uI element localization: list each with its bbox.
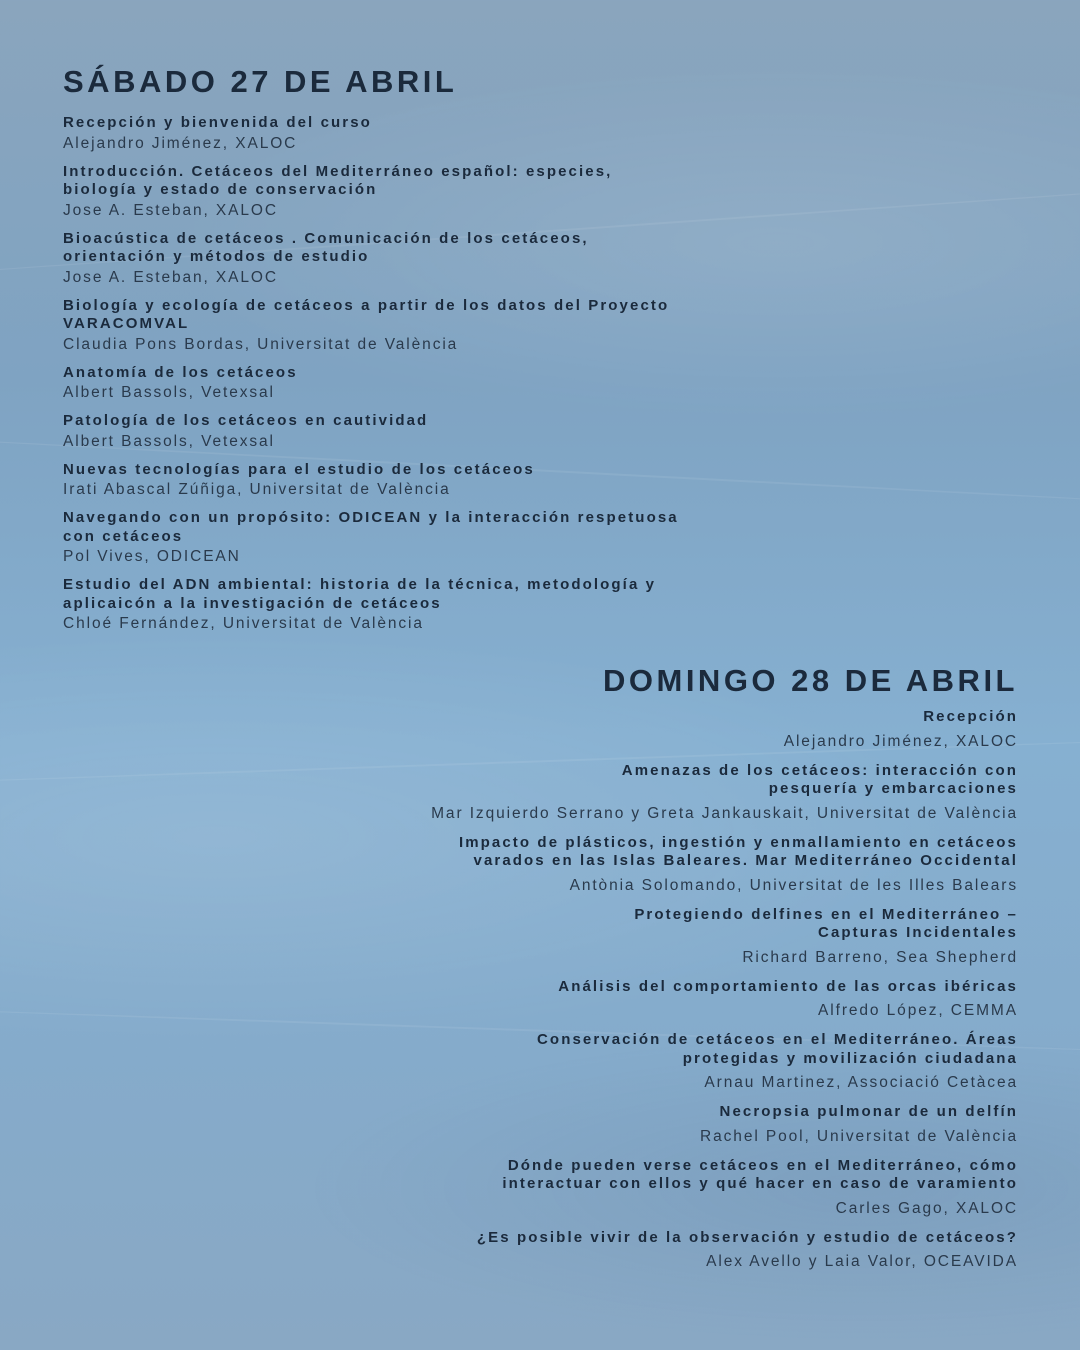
talk-speaker: Antònia Solomando, Universitat de les Illes Balears — [569, 876, 1018, 894]
talk-title: ¿Es posible vivir de la observación y estudio de cetáceos? — [476, 1228, 1018, 1246]
saturday-talk — [63, 509, 683, 567]
talk-speaker: Jose A. Esteban, XALOC — [63, 268, 278, 286]
talk-title: Introducción. Cetáceos del Mediterráneo español: especies, biología y estado de conservación — [63, 162, 613, 198]
sunday-talk — [338, 1103, 1018, 1147]
sunday-talk — [338, 762, 1018, 824]
talk-title: Bioacústica de cetáceos . Comunicación de los cetáceos, orientación y métodos de estudio — [63, 229, 589, 265]
talk-speaker: Albert Bassols, Vetexsal — [63, 384, 275, 401]
saturday-talk — [63, 461, 683, 501]
sunday-talk — [338, 906, 1018, 968]
talk-title: Análisis del comportamiento de las orcas ibéricas — [558, 977, 1018, 995]
talk-title: Impacto de plásticos, ingestión y enmallamiento en cetáceos varados en las Islas Baleares. Mar Mediterráneo Occidental — [458, 833, 1018, 869]
sunday-talk — [338, 834, 1018, 896]
sunday-talk — [338, 978, 1018, 1022]
talk-title: Conservación de cetáceos en el Mediterráneo. Áreas protegidas y movilización ciudadana — [537, 1031, 1018, 1067]
talk-title: Anatomía de los cetáceos — [63, 363, 298, 381]
talk-speaker: Richard Barreno, Sea Shepherd — [742, 948, 1018, 966]
saturday-heading: SÁBADO 27 DE ABRIL — [63, 64, 458, 99]
talk-speaker: Mar Izquierdo Serrano y Greta Jankauskait, Universitat de València — [431, 804, 1018, 822]
saturday-talk — [63, 297, 683, 355]
talk-speaker: Jose A. Esteban, XALOC — [63, 201, 278, 219]
saturday-talk — [63, 364, 683, 404]
talk-speaker: Albert Bassols, Vetexsal — [63, 432, 275, 450]
talk-title: Amenazas de los cetáceos: interacción con pesquería y embarcaciones — [621, 761, 1018, 797]
talk-title: Biología y ecología de cetáceos a partir de los datos del Proyecto VARACOMVAL — [63, 296, 670, 332]
saturday-talk — [63, 576, 683, 634]
talk-speaker: Arnau Martinez, Associació Cetàcea — [704, 1074, 1018, 1091]
talk-title: Protegiendo delfines en el Mediterráneo – Capturas Incidentales — [634, 905, 1018, 941]
talk-speaker: Claudia Pons Bordas, Universitat de València — [63, 335, 459, 353]
sunday-heading: DOMINGO 28 DE ABRIL — [603, 663, 1018, 698]
talk-title: Nuevas tecnologías para el estudio de los cetáceos — [63, 460, 535, 478]
saturday-talk — [63, 230, 683, 288]
talk-speaker: Chloé Fernández, Universitat de València — [63, 615, 424, 632]
talk-speaker: Alejandro Jiménez, XALOC — [63, 134, 298, 152]
talk-speaker: Pol Vives, ODICEAN — [63, 548, 241, 565]
talk-title: Recepción — [923, 708, 1018, 725]
talk-title: Navegando con un propósito: ODICEAN y la interacción respetuosa con cetáceos — [63, 509, 679, 545]
saturday-schedule — [63, 64, 683, 643]
saturday-talk — [63, 412, 683, 452]
talk-title: Recepción y bienvenida del curso — [63, 114, 372, 131]
talk-title: Patología de los cetáceos en cautividad — [63, 412, 429, 429]
talk-speaker: Alex Avello y Laia Valor, OCEAVIDA — [706, 1253, 1018, 1270]
sunday-schedule — [338, 663, 1018, 1282]
sunday-talk — [338, 1157, 1018, 1219]
talk-title: Necropsia pulmonar de un delfín — [719, 1103, 1018, 1120]
sunday-talk — [338, 708, 1018, 752]
talk-speaker: Rachel Pool, Universitat de València — [700, 1127, 1018, 1145]
saturday-talk — [63, 114, 683, 154]
talk-speaker: Irati Abascal Zúñiga, Universitat de València — [63, 481, 451, 498]
talk-speaker: Alejandro Jiménez, XALOC — [783, 732, 1018, 750]
sunday-talk — [338, 1229, 1018, 1273]
sunday-talk — [338, 1031, 1018, 1093]
talk-speaker: Carles Gago, XALOC — [835, 1199, 1018, 1217]
talk-title: Dónde pueden verse cetáceos en el Mediterráneo, cómo interactuar con ellos y qué hacer en caso de varamiento — [502, 1156, 1018, 1192]
saturday-talk — [63, 163, 683, 221]
talk-speaker: Alfredo López, CEMMA — [818, 1002, 1018, 1019]
talk-title: Estudio del ADN ambiental: historia de la técnica, metodología y aplicaicón a la investigación de cetáceos — [63, 576, 657, 612]
